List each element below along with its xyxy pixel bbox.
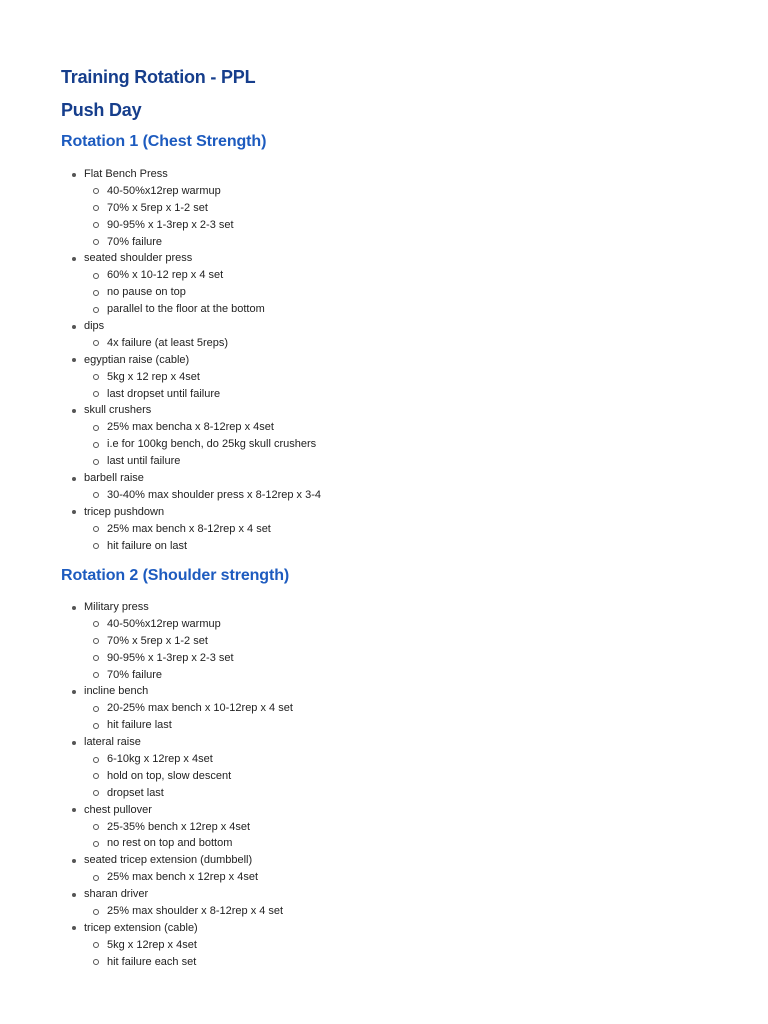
exercise-detail-list	[0, 183, 768, 251]
exercise-detail-list	[0, 419, 768, 470]
exercise-detail-list	[0, 369, 768, 403]
exercise-detail-label: last until failure	[107, 455, 181, 468]
exercise-detail-label: 60% x 10-12 rep x 4 set	[107, 269, 224, 282]
bullet-disc-icon	[72, 257, 76, 261]
exercise-item	[0, 886, 768, 920]
bullet-disc-icon	[72, 510, 76, 514]
exercise-detail-label: 70% failure	[107, 668, 163, 681]
exercise-label: egyptian raise (cable)	[84, 353, 190, 366]
bullet-disc-icon	[72, 741, 76, 745]
bullet-circle-icon	[93, 790, 99, 796]
exercise-detail-label: no rest on top and bottom	[107, 837, 233, 850]
exercise-name	[0, 166, 768, 183]
exercise-detail	[0, 819, 768, 836]
bullet-circle-icon	[93, 273, 99, 279]
bullet-circle-icon	[93, 442, 99, 448]
exercise-item	[0, 504, 768, 555]
document-title: Training Rotation - PPL	[61, 67, 256, 87]
exercise-detail	[0, 903, 768, 920]
rotation-1-title: Rotation 1 (Chest Strength)	[61, 133, 267, 150]
exercise-detail	[0, 301, 768, 318]
exercise-name	[0, 250, 768, 267]
exercise-detail-label: 70% x 5rep x 1-2 set	[107, 634, 208, 647]
exercise-detail	[0, 267, 768, 284]
exercise-detail	[0, 386, 768, 403]
exercise-name	[0, 802, 768, 819]
exercise-detail-label: hit failure each set	[107, 955, 197, 968]
exercise-detail-label: 25% max shoulder x 8-12rep x 4 set	[107, 905, 284, 918]
exercise-detail	[0, 717, 768, 734]
bullet-circle-icon	[93, 239, 99, 245]
exercise-detail-list	[0, 937, 768, 971]
exercise-detail-label: 4x failure (at least 5reps)	[107, 336, 229, 349]
exercise-label: lateral raise	[84, 736, 141, 749]
exercise-detail	[0, 487, 768, 504]
exercise-item	[0, 352, 768, 403]
rotation-2-title: Rotation 2 (Shoulder strength)	[61, 567, 290, 584]
bullet-disc-icon	[72, 173, 76, 177]
exercise-name	[0, 504, 768, 521]
exercise-label: dips	[84, 320, 105, 333]
exercise-label: barbell raise	[84, 472, 144, 485]
exercise-label: sharan driver	[84, 888, 149, 901]
exercise-detail	[0, 369, 768, 386]
exercise-label: Military press	[84, 601, 149, 613]
bullet-disc-icon	[72, 325, 76, 329]
bullet-circle-icon	[93, 757, 99, 763]
bullet-circle-icon	[93, 655, 99, 661]
rotation-2-exercise-list	[0, 599, 768, 971]
bullet-circle-icon	[93, 188, 99, 194]
bullet-circle-icon	[93, 492, 99, 498]
exercise-detail	[0, 284, 768, 301]
exercise-detail-label: i.e for 100kg bench, do 25kg skull crushers	[107, 438, 317, 451]
exercise-detail-label: 6-10kg x 12rep x 4set	[107, 753, 213, 766]
exercise-detail	[0, 453, 768, 470]
exercise-name	[0, 920, 768, 937]
exercise-detail-list	[0, 487, 768, 504]
bullet-circle-icon	[93, 205, 99, 211]
bullet-circle-icon	[93, 543, 99, 549]
exercise-detail-label: parallel to the floor at the bottom	[107, 303, 265, 316]
bullet-circle-icon	[93, 841, 99, 847]
exercise-item	[0, 402, 768, 470]
exercise-detail	[0, 200, 768, 217]
exercise-item	[0, 318, 768, 352]
exercise-name	[0, 599, 768, 616]
exercise-item	[0, 734, 768, 802]
exercise-label: tricep extension (cable)	[84, 921, 198, 934]
exercise-detail	[0, 538, 768, 555]
exercise-name	[0, 734, 768, 751]
exercise-detail	[0, 768, 768, 785]
bullet-circle-icon	[93, 672, 99, 678]
exercise-detail	[0, 835, 768, 852]
exercise-name	[0, 683, 768, 700]
exercise-detail	[0, 937, 768, 954]
exercise-detail-label: dropset last	[107, 786, 164, 799]
exercise-detail	[0, 785, 768, 802]
exercise-detail-label: 30-40% max shoulder press x 8-12rep x 3-4	[107, 488, 321, 501]
exercise-detail-label: hit failure on last	[107, 539, 188, 552]
exercise-detail-label: 25% max bench x 12rep x 4set	[107, 871, 259, 884]
exercise-detail-list	[0, 267, 768, 318]
bullet-circle-icon	[93, 425, 99, 431]
exercise-label: incline bench	[84, 685, 149, 698]
exercise-detail	[0, 650, 768, 667]
exercise-detail-label: 40-50%x12rep warmup	[107, 184, 221, 197]
exercise-detail-label: 25% max bench x 8-12rep x 4 set	[107, 522, 271, 535]
exercise-detail	[0, 633, 768, 650]
bullet-circle-icon	[93, 526, 99, 532]
bullet-disc-icon	[72, 893, 76, 897]
exercise-detail-label: 25% max bencha x 8-12rep x 4set	[107, 421, 274, 434]
exercise-detail-label: 70% x 5rep x 1-2 set	[107, 201, 208, 214]
exercise-detail-label: 5kg x 12 rep x 4set	[107, 370, 200, 383]
bullet-circle-icon	[93, 773, 99, 779]
bullet-disc-icon	[72, 859, 76, 863]
exercise-item	[0, 599, 768, 683]
exercise-detail-label: 90-95% x 1-3rep x 2-3 set	[107, 651, 234, 664]
bullet-circle-icon	[93, 340, 99, 346]
exercise-detail-label: 90-95% x 1-3rep x 2-3 set	[107, 218, 234, 231]
bullet-disc-icon	[72, 808, 76, 812]
exercise-detail-list	[0, 616, 768, 684]
exercise-item	[0, 166, 768, 250]
exercise-detail-label: 40-50%x12rep warmup	[107, 617, 221, 630]
exercise-name	[0, 318, 768, 335]
exercise-name	[0, 402, 768, 419]
exercise-detail	[0, 419, 768, 436]
exercise-detail-label: 5kg x 12rep x 4set	[107, 938, 197, 951]
exercise-detail	[0, 667, 768, 684]
bullet-disc-icon	[72, 606, 76, 610]
exercise-name	[0, 852, 768, 869]
exercise-detail-list	[0, 751, 768, 802]
exercise-detail	[0, 616, 768, 633]
exercise-label: chest pullover	[84, 803, 152, 816]
bullet-circle-icon	[93, 723, 99, 729]
rotation-1-exercise-list	[0, 166, 768, 554]
exercise-item	[0, 470, 768, 504]
exercise-detail	[0, 217, 768, 234]
bullet-disc-icon	[72, 690, 76, 694]
bullet-circle-icon	[93, 875, 99, 881]
bullet-circle-icon	[93, 959, 99, 965]
exercise-name	[0, 352, 768, 369]
bullet-circle-icon	[93, 307, 99, 313]
bullet-disc-icon	[72, 926, 76, 930]
exercise-item	[0, 920, 768, 971]
bullet-circle-icon	[93, 824, 99, 830]
bullet-disc-icon	[72, 358, 76, 362]
exercise-name	[0, 470, 768, 487]
bullet-circle-icon	[93, 290, 99, 296]
exercise-label: seated shoulder press	[84, 252, 193, 265]
exercise-item	[0, 250, 768, 318]
exercise-detail-label: hit failure last	[107, 719, 172, 732]
bullet-circle-icon	[93, 459, 99, 465]
exercise-detail-label: 20-25% max bench x 10-12rep x 4 set	[107, 702, 293, 715]
exercise-detail	[0, 869, 768, 886]
bullet-circle-icon	[93, 942, 99, 948]
exercise-detail	[0, 436, 768, 453]
exercise-label: seated tricep extension (dumbbell)	[84, 854, 253, 867]
exercise-detail-list	[0, 521, 768, 555]
exercise-item	[0, 683, 768, 734]
exercise-item	[0, 852, 768, 886]
exercise-detail-label: no pause on top	[107, 286, 186, 299]
exercise-name	[0, 886, 768, 903]
bullet-circle-icon	[93, 374, 99, 380]
exercise-detail-list	[0, 903, 768, 920]
bullet-circle-icon	[93, 222, 99, 228]
exercise-detail	[0, 234, 768, 251]
bullet-circle-icon	[93, 706, 99, 712]
exercise-detail	[0, 335, 768, 352]
exercise-detail-label: 25-35% bench x 12rep x 4set	[107, 820, 251, 833]
bullet-circle-icon	[93, 621, 99, 627]
exercise-label: tricep pushdown	[84, 505, 165, 518]
bullet-circle-icon	[93, 638, 99, 644]
bullet-circle-icon	[93, 909, 99, 915]
exercise-label: skull crushers	[84, 404, 152, 417]
exercise-detail	[0, 521, 768, 538]
exercise-item	[0, 802, 768, 853]
exercise-detail-list	[0, 819, 768, 853]
exercise-detail-list	[0, 335, 768, 352]
bullet-disc-icon	[72, 477, 76, 481]
bullet-disc-icon	[72, 409, 76, 413]
day-title: Push Day	[61, 100, 142, 120]
bullet-circle-icon	[93, 391, 99, 397]
exercise-detail-label: hold on top, slow descent	[107, 769, 232, 782]
exercise-label: Flat Bench Press	[84, 168, 168, 180]
exercise-detail	[0, 183, 768, 200]
exercise-detail-list	[0, 869, 768, 886]
exercise-detail	[0, 700, 768, 717]
exercise-detail	[0, 751, 768, 768]
exercise-detail-label: last dropset until failure	[107, 387, 221, 400]
exercise-detail-list	[0, 700, 768, 734]
exercise-detail-label: 70% failure	[107, 235, 163, 248]
exercise-detail	[0, 954, 768, 971]
